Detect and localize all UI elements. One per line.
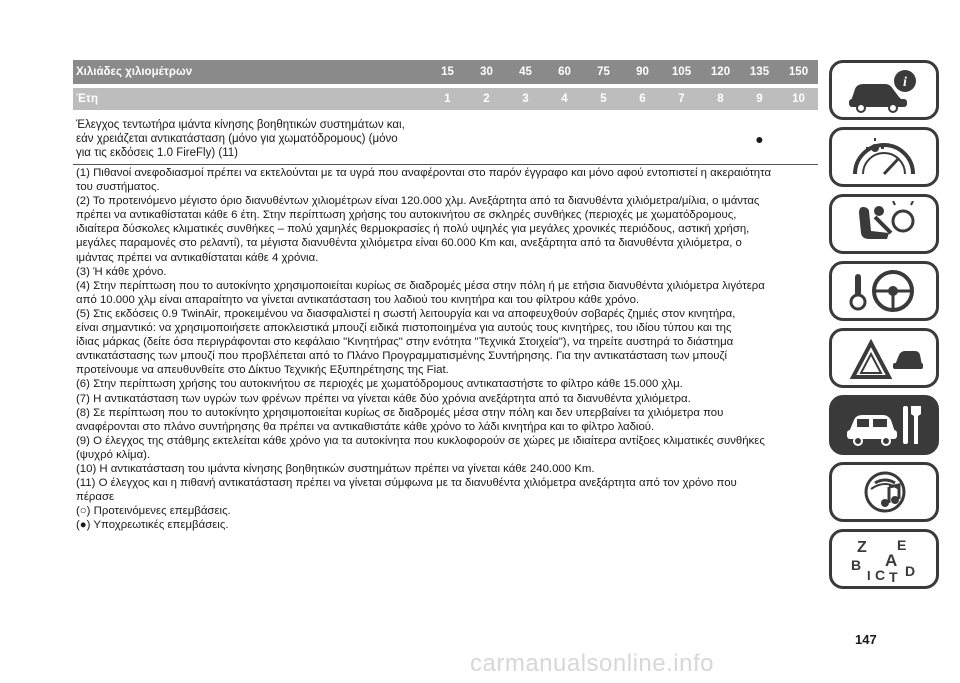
- index-letter: I: [867, 568, 871, 582]
- steering-key-icon: [845, 268, 923, 314]
- note-line: (4) Στην περίπτωση που το αυτοκίνητο χρησιμοποιείται κυρίως σε διαδρομές μέσα στην πόλη ή με ετήσια διανυθέντα χιλιόμετρα λιγότερα: [76, 279, 765, 292]
- note-line: αναφέρονται στο πλάνο συντήρησης θα πρέπει να αντικαθιστάτε κάθε χρόνο το λάδι κινητήρα και το φίλτρο λαδιού.: [76, 420, 655, 433]
- maintenance-table: [73, 60, 818, 165]
- km-cell: 150: [788, 66, 809, 78]
- note-line: (2) Το προτεινόμενο μέγιστο όριο διανυθέντων χιλιομέτρων είναι 120.000 χλμ. Ανεξάρτητα από τα διανυθέντα χιλιόμετρα/μίλια, ο ιμάντας: [76, 195, 760, 208]
- index-letters-icon: [845, 536, 923, 582]
- year-cell: 1: [444, 93, 451, 105]
- watermark: carmanualsonline.info: [470, 650, 714, 677]
- year-cell: 8: [717, 93, 724, 105]
- tab-emergency[interactable]: [829, 328, 939, 388]
- task-cells: [428, 118, 818, 160]
- year-cell: 3: [522, 93, 529, 105]
- tab-safety[interactable]: [829, 194, 939, 254]
- note-line: (3) Ή κάθε χρόνο.: [76, 265, 167, 278]
- years-header-row: [73, 88, 818, 110]
- tab-dashboard-warnings[interactable]: [829, 127, 939, 187]
- note-line: (1) Πιθανοί ανεφοδιασμοί πρέπει να εκτελούνται με τα υγρά που αναφέρονται στο παρόν έγγραφο και μόνο αφού εντοπιστεί η ακεραιότητα: [76, 167, 772, 179]
- index-letter: A: [885, 551, 898, 570]
- task-line: για τις εκδόσεις 1.0 FireFly) (11): [76, 147, 238, 159]
- tab-multimedia[interactable]: [829, 462, 939, 522]
- tab-car-info[interactable]: [829, 60, 939, 120]
- note-line: ίδιας μάρκας (δείτε όσα περιγράφονται στο κεφάλαιο "Κινητήρας" στην ενότητα "Τεχνικά Στοιχεία"), να τηρείτε αυστηρά το διάστημα: [76, 336, 734, 349]
- note-line: (5) Στις εκδόσεις 0.9 TwinAir, προκειμένου να διασφαλιστεί η σωστή λειτουργία και να αποφευχθούν σοβαρές ζημιές στον κινητήρα,: [76, 307, 736, 320]
- tab-starting-driving[interactable]: [829, 261, 939, 321]
- note-line: από 10.000 χλμ είναι απαραίτητο να γίνεται αντικατάσταση του λαδιού του κινητήρα και του φίλτρου κάθε χρόνο.: [76, 293, 640, 306]
- years-header-label: Έτη: [76, 93, 98, 105]
- note-line: ιδιαίτερα δύσκολες κλιματικές συνθήκες – πολύ χαμηλές θερμοκρασίες ή πολύ υψηλές για μεγάλες χρονικές περιόδους, αστική χρήση,: [76, 223, 750, 236]
- km-cell: 90: [636, 66, 649, 78]
- note-line: (6) Στην περίπτωση χρήσης του αυτοκινήτου σε περιοχές με χωματόδρομους αντικαταστήστε το φίλτρο κάθε 15.000 χλμ.: [76, 378, 683, 391]
- year-cell: 7: [678, 93, 685, 105]
- table-divider: [73, 164, 818, 165]
- km-cell: 75: [597, 66, 610, 78]
- note-line: αντικατάστασης των μπουζί που προβλέπεται από το Πλάνο Προγραμματισμένης Συντήρησης. Για την αντικατάσταση των μπουζί: [76, 350, 728, 363]
- task-description: [73, 118, 428, 160]
- note-line: προτείνουμε να απευθυνθείτε στο Δίκτυο Τεχνικής Εξυπηρέτησης της Fiat.: [76, 364, 449, 377]
- km-header-row: [73, 60, 818, 84]
- note-line: (11) Ο έλεγχος και η πιθανή αντικατάσταση πρέπει να γίνεται σύμφωνα με τα διανυθέντα χιλιόμετρα ανεξάρτητα από τον χρόνο που: [76, 477, 737, 490]
- km-cell: 30: [480, 66, 493, 78]
- km-cell: 105: [671, 66, 692, 78]
- index-letter: Z: [857, 539, 867, 556]
- note-line: πρέπει να αντικαθίσταται κάθε 6 έτη. Στην περίπτωση χρήσης του αυτοκινήτου σε σκληρές συνθήκες (περιοχές με χωματόδρομους,: [76, 209, 737, 222]
- note-line: είναι σημαντικό: να χρησιμοποιήσετε αποκλειστικά μπουζί ειδικά πιστοποιημένα για αυτούς τους κινητήρες, του ιδίου τύπου και της: [76, 322, 732, 335]
- year-cell: 9: [756, 93, 763, 105]
- mandatory-mark: ●: [755, 131, 764, 147]
- years-header-cells: [428, 93, 818, 105]
- note-line: ιμάντας πρέπει να αντικαθίσταται κάθε 4 χρόνια.: [76, 251, 319, 264]
- note-line: (9) Ο έλεγχος της στάθμης εκτελείται κάθε χρόνο για τα αυτοκίνητα που κυκλοφορούν σε χώρες με ιδιαίτερα αντίξοες κλιματικές συνθήκες: [76, 434, 765, 447]
- note-line: (●) Υποχρεωτικές επεμβάσεις.: [76, 519, 229, 532]
- km-header-label: Χιλιάδες χιλιομέτρων: [76, 66, 193, 78]
- year-cell: 6: [639, 93, 646, 105]
- index-letter: T: [889, 569, 898, 582]
- note-line: (ψυχρό κλίμα).: [76, 448, 151, 461]
- year-cell: 2: [483, 93, 490, 105]
- note-line: (10) Η αντικατάσταση του ιμάντα κίνησης βοηθητικών συστημάτων πρέπει να γίνεται κάθε 240.000 Km.: [76, 462, 595, 475]
- tab-maintenance[interactable]: [829, 395, 939, 455]
- car-maintenance-icon: [845, 402, 923, 448]
- page-number: 147: [855, 632, 877, 647]
- svg-text:i: i: [903, 75, 907, 90]
- index-letter: D: [905, 563, 916, 579]
- tab-index[interactable]: [829, 529, 939, 589]
- note-line: (8) Σε περίπτωση που το αυτοκίνητο χρησιμοποιείται κυρίως σε διαδρομές μέσα στην πόλη και δεν υπερβαίνει τα χιλιόμετρα που: [76, 406, 724, 419]
- chapter-nav: [829, 60, 941, 596]
- km-cell: 135: [749, 66, 770, 78]
- task-line: εάν χρειάζεται αντικατάσταση (μόνο για χωματόδρομους) (μόνο: [76, 133, 398, 145]
- seat-airbag-icon: [845, 201, 923, 247]
- km-cell: 60: [558, 66, 571, 78]
- index-letter: C: [875, 567, 886, 582]
- footnotes: [76, 166, 818, 532]
- note-line: (7) Η αντικατάσταση των υγρών των φρένων πρέπει να γίνεται κάθε δύο χρόνια ανεξάρτητα από τα διανυθέντα χιλιόμετρα.: [76, 392, 691, 405]
- km-cell: 45: [519, 66, 532, 78]
- car-info-icon: [845, 67, 923, 113]
- multimedia-icon: [845, 469, 923, 515]
- index-letter: E: [897, 537, 907, 553]
- dashboard-warning-icon: [845, 134, 923, 180]
- note-line: πέρασε: [76, 491, 115, 504]
- km-cell: 120: [710, 66, 731, 78]
- note-line: του συστήματος.: [76, 181, 160, 194]
- year-cell: 10: [792, 93, 805, 105]
- task-row: [73, 118, 818, 160]
- km-header-cells: [428, 66, 818, 78]
- note-line: μεγάλες παραμονές στο ρελαντί), τα μέγιστα διανυθέντα χιλιόμετρα είναι 60.000 Km και, ανεξάρτητα από τα διανυθέντα χιλιόμετρα, ο: [76, 237, 742, 250]
- year-cell: 5: [600, 93, 607, 105]
- note-line: (○) Προτεινόμενες επεμβάσεις.: [76, 505, 231, 518]
- km-cell: 15: [441, 66, 454, 78]
- year-cell: 4: [561, 93, 568, 105]
- warning-triangle-icon: [845, 335, 923, 381]
- index-letter: B: [851, 557, 862, 573]
- task-line: Έλεγχος τεντωτήρα ιμάντα κίνησης βοηθητικών συστημάτων και,: [76, 119, 405, 131]
